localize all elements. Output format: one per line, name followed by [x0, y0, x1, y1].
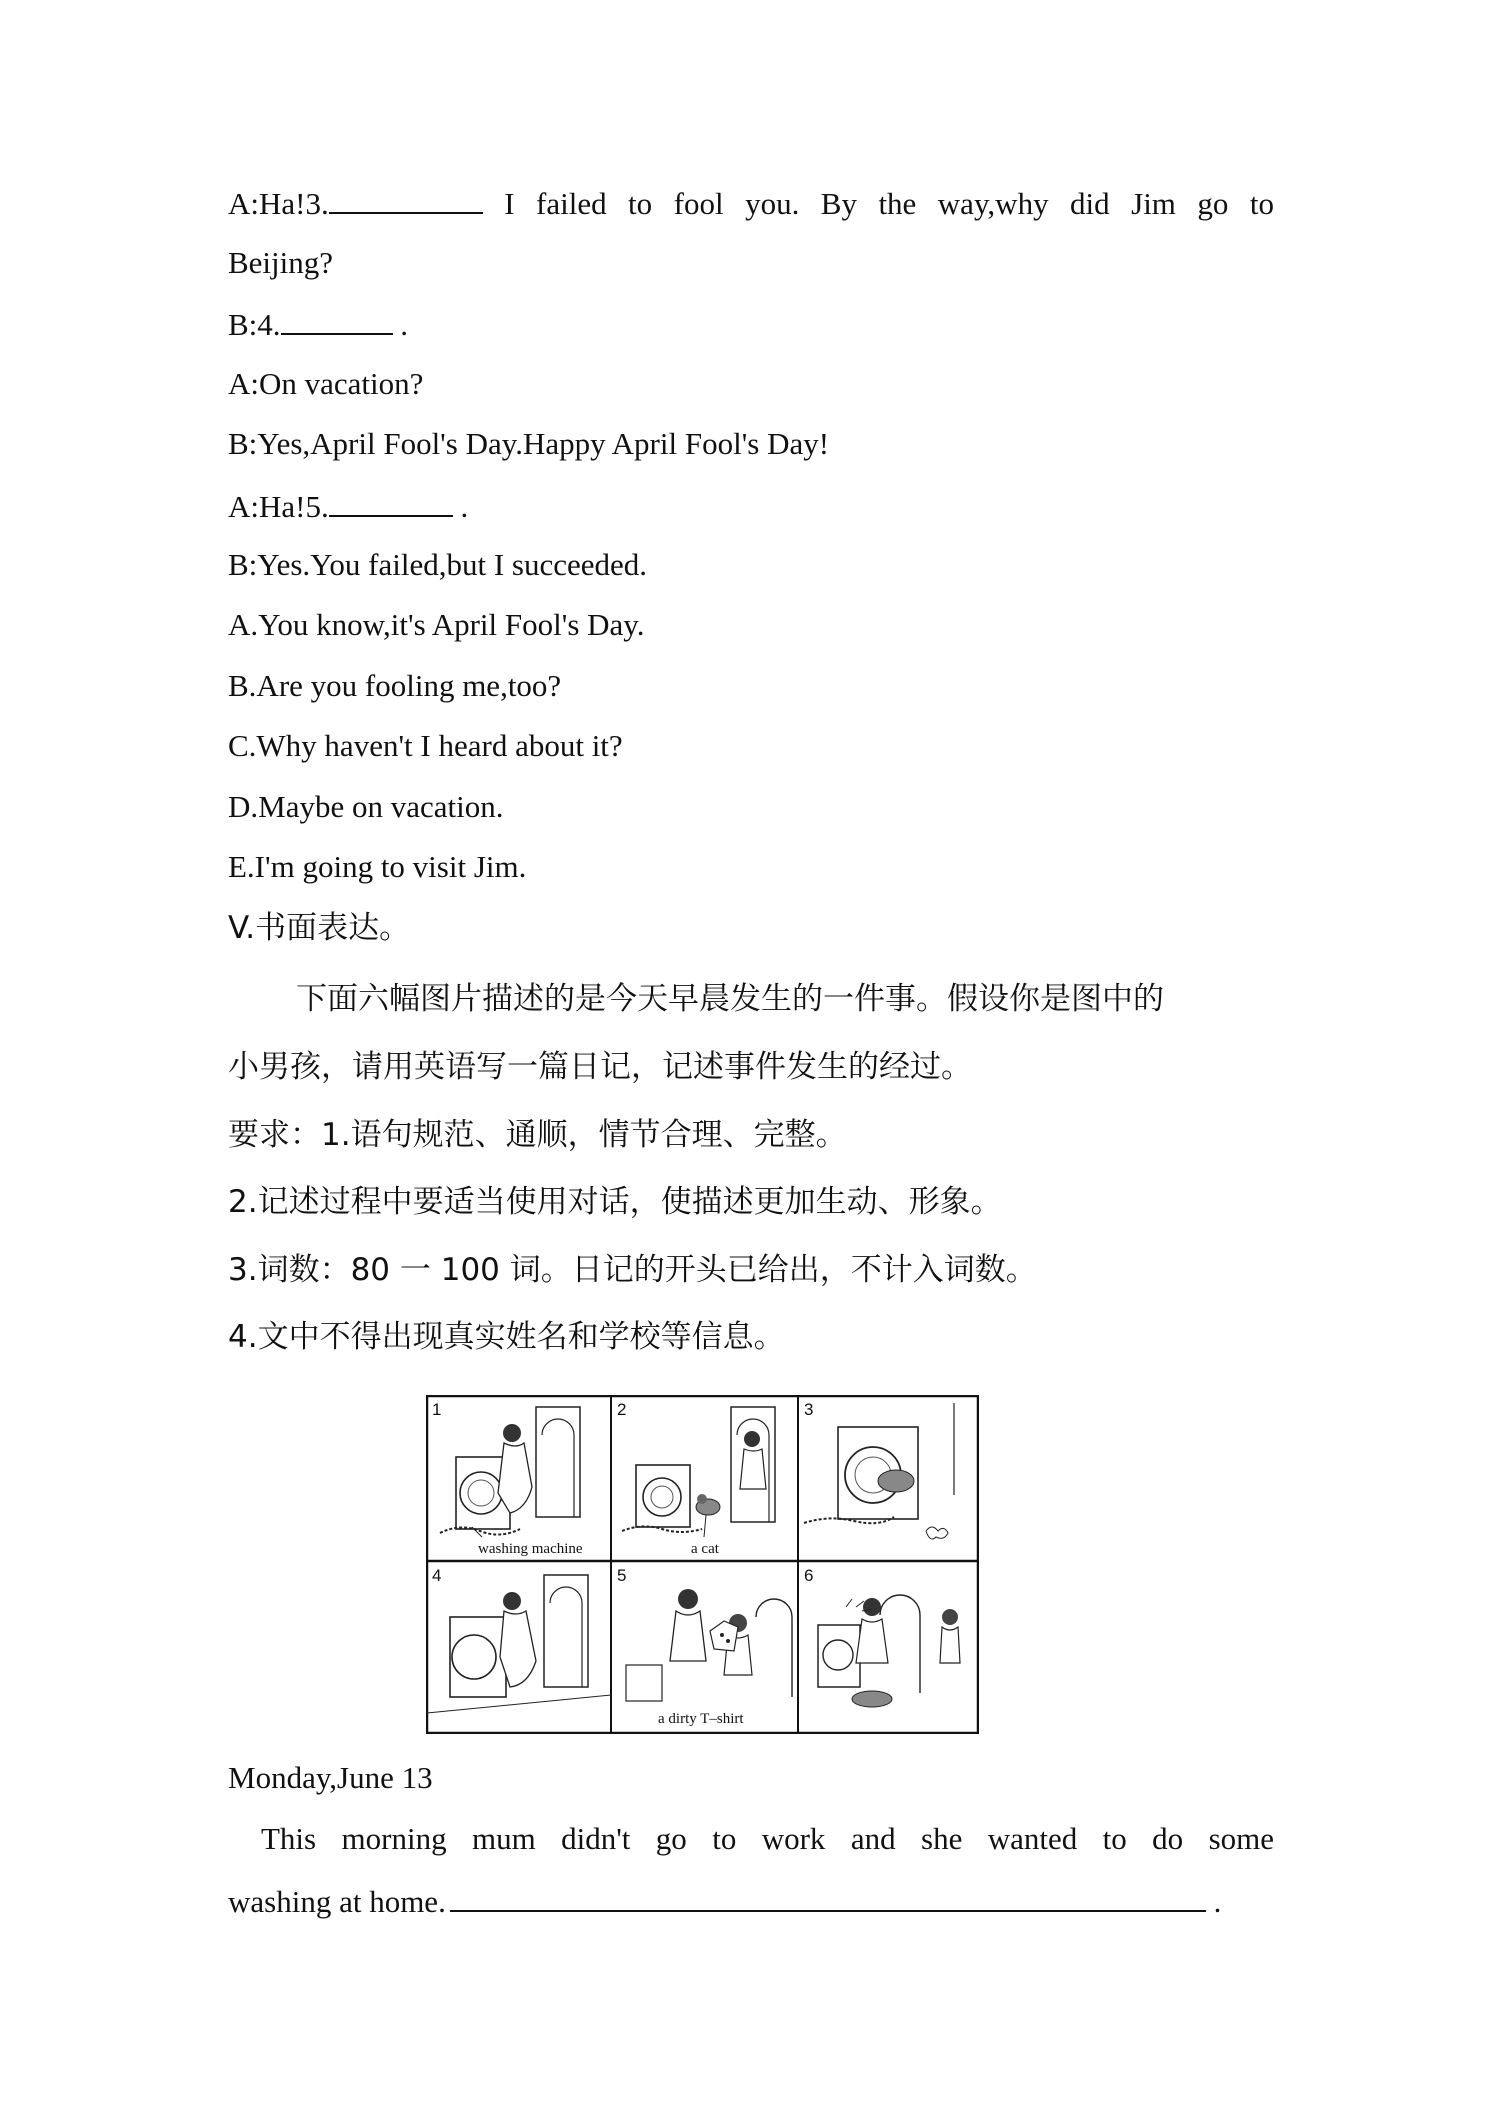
- requirement-2: 2.记述过程中要适当使用对话，使描述更加生动、形象。: [228, 1184, 1002, 1220]
- answer-blank-4[interactable]: [281, 303, 393, 335]
- speaker-a-text: A:Ha!5.: [228, 489, 329, 524]
- option-b: B.Are you fooling me,too?: [228, 668, 562, 703]
- dialogue-line-a5: [228, 485, 468, 527]
- punctuation: .: [1205, 1884, 1222, 1919]
- option-a: A.You know,it's April Fool's Day.: [228, 607, 645, 642]
- panel-number: 5: [617, 1566, 627, 1585]
- requirement-3: 3.词数：80 一 100 词。日记的开头已给出，不计入词数。: [228, 1252, 1037, 1288]
- panel-number: 1: [432, 1400, 442, 1419]
- diary-opening-line-2: [228, 1880, 1221, 1922]
- caption-washing-machine: washing machine: [478, 1541, 583, 1557]
- answer-blank-5[interactable]: [329, 485, 453, 517]
- requirement-1: 要求：1.语句规范、通顺，情节合理、完整。: [228, 1117, 847, 1153]
- caption-cat: a cat: [691, 1541, 719, 1557]
- requirement-4: 4.文中不得出现真实姓名和学校等信息。: [228, 1319, 785, 1355]
- diary-writing-blank[interactable]: [450, 1880, 1206, 1912]
- dialogue-line: B:Yes.You failed,but I succeeded.: [228, 547, 648, 582]
- answer-blank-3[interactable]: [329, 182, 483, 214]
- dialogue-text: I failed to fool you. By the way,why did Jim go to: [482, 186, 1274, 221]
- panel-number: 4: [432, 1566, 442, 1585]
- caption-dirty-tshirt: a dirty T–shirt: [658, 1711, 744, 1727]
- panel-number: 3: [804, 1400, 814, 1419]
- section-heading: V.书面表达。: [228, 910, 411, 946]
- picture-story-figure: [426, 1395, 979, 1734]
- panel-number: 6: [804, 1566, 814, 1585]
- task-intro-line-1: 下面六幅图片描述的是今天早晨发生的一件事。假设你是图中的: [296, 981, 1164, 1017]
- dialogue-line: A:On vacation?: [228, 366, 424, 401]
- punctuation: .: [392, 307, 409, 342]
- option-e: E.I'm going to visit Jim.: [228, 849, 527, 884]
- option-d: D.Maybe on vacation.: [228, 789, 504, 824]
- diary-date: Monday,June 13: [228, 1760, 433, 1795]
- punctuation: .: [452, 489, 469, 524]
- panel-number: 2: [617, 1400, 627, 1419]
- diary-opening-line-1: This morning mum didn't go to work and she wanted to do some: [261, 1821, 1274, 1856]
- dialogue-line: B:Yes,April Fool's Day.Happy April Fool's Day!: [228, 426, 830, 461]
- option-c: C.Why haven't I heard about it?: [228, 728, 623, 763]
- dialogue-line-cont: Beijing?: [228, 245, 334, 280]
- task-intro-line-2: 小男孩，请用英语写一篇日记，记述事件发生的经过。: [228, 1049, 972, 1085]
- dialogue-line-a3: [228, 182, 1274, 224]
- speaker-b-text: B:4.: [228, 307, 281, 342]
- speaker-a-text: A:Ha!3.: [228, 186, 329, 221]
- dialogue-line-b4: [228, 303, 408, 345]
- diary-text: washing at home.: [228, 1884, 446, 1919]
